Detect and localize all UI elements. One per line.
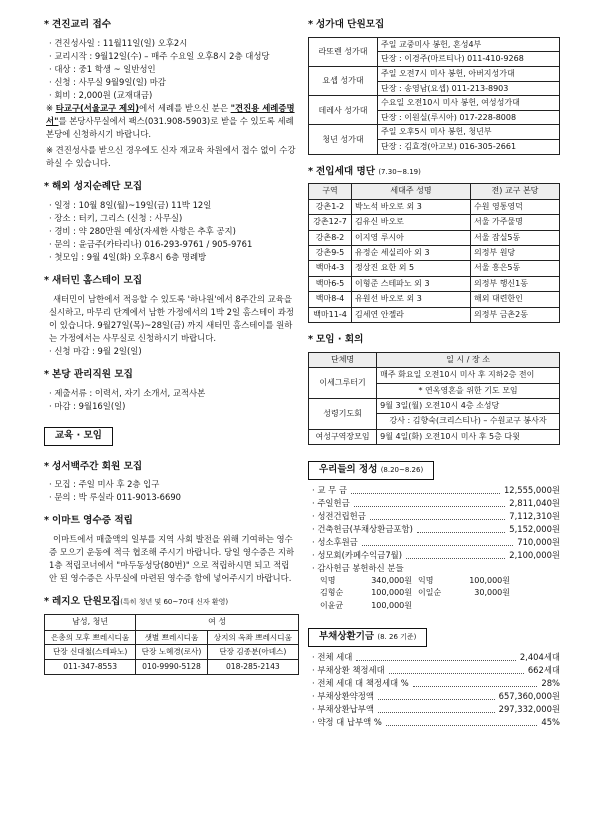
section-confirmation <box>44 18 299 170</box>
paragraph: 새터민이 남한에서 적응할 수 있도록 '하나원'에서 8주간의 교육을 실시하고, 마무리 단계에서 남한 가정에서의 1박 2일 홈스테이 과정이 있습니다. 9월27일(목)~28일(금) 까지 새터민 홈스테이를 원하는 가정에서는 사무실로 신청하시기 바랍니다. <box>49 293 294 343</box>
table-cell: 이세그루터기 <box>309 368 377 399</box>
table-row <box>309 230 560 245</box>
table-header-row <box>45 615 299 630</box>
info-line: · 문의 : 박 루실라 011-9013-6690 <box>49 492 181 503</box>
table-row <box>309 399 560 414</box>
section-debt <box>308 618 560 729</box>
list-item <box>312 536 560 549</box>
table-row <box>309 67 560 82</box>
paragraph: 이마트에서 매출액의 일부를 지역 사회 발전을 위해 기여하는 영수증 모으기 운동에 적극 협조해 주시기 바랍니다. 당일 영수증은 지하1층 적립코너에서 "마두동성당(80번)" 으로 적립하시면 되고 적립 안 된 영수증은 사무실에 마련된 영수증 함에 넣어주시기 바랍니다. <box>49 534 295 584</box>
table-cell: 상지의 옥좌 쁘레시디움 <box>207 630 298 645</box>
value-text: 30,000원 <box>474 588 510 598</box>
table-row <box>309 307 560 322</box>
donor-grid <box>320 575 560 612</box>
table-cell: 단장 신대철(스테파노) <box>45 645 136 660</box>
star-icon: * <box>44 19 50 30</box>
table-row <box>309 261 560 276</box>
value-text: 12,555,000원 <box>503 484 560 495</box>
info-line: · 문의 : 윤금주(카타리나) 016-293-9761 / 905-9761 <box>49 238 253 249</box>
dotted-leader <box>417 523 505 533</box>
table-cell: 단장 : 이경주(마르티나) 011-410-9268 <box>378 52 560 67</box>
list-item <box>312 549 560 562</box>
table-cell: 백마8-4 <box>309 292 352 307</box>
dotted-leader <box>386 716 538 726</box>
info-line: · 견진성사일 : 11월11일(일) 오후2시 <box>49 37 188 48</box>
header-cell: 단체명 <box>309 352 377 367</box>
choir-name: 요셉 성가대 <box>309 67 378 96</box>
table-cell: 018-285-2143 <box>207 660 298 675</box>
info-line: · 신청 마감 : 9월 2일(일) <box>49 345 142 356</box>
star-icon: * <box>44 181 50 193</box>
table-cell: 단장 : 이원실(루시아) 017-228-8008 <box>378 110 560 125</box>
list-item <box>312 716 560 729</box>
value-text: · 감사헌금 봉헌하신 분들 <box>312 563 404 573</box>
section-title: * 새터민 홈스테이 모집 <box>44 274 143 286</box>
value-text: · 건축헌금(부채상환금포함) <box>312 523 413 534</box>
section-title: * 성가대 단원모집 <box>308 19 385 30</box>
table-cell: 의정부 행신1동 <box>470 276 559 291</box>
value-text: 익명 <box>320 576 336 586</box>
value-text: · 성소후원금 <box>312 536 358 547</box>
info-line: · 일정 : 10월 8일(월)~19일(금) 11박 12일 <box>49 199 212 210</box>
value-text: 45% <box>541 716 560 727</box>
table-row <box>309 125 560 140</box>
value-text: · 성모회(카페수익금7월) <box>312 549 402 560</box>
list-item <box>312 664 560 677</box>
table-cell: 매주 화요일 오전10시 미사 후 지하2층 전이 <box>377 368 560 383</box>
table-cell: 은총의 모후 쁘레시디움 <box>45 630 136 645</box>
table-row <box>309 276 560 291</box>
dotted-leader <box>354 497 506 507</box>
list-item <box>312 497 560 510</box>
value-text: · 부채상환약정액 <box>312 690 374 701</box>
value-text: 340,000원 <box>371 576 412 586</box>
info-line: · 제출서류 : 이력서, 자기 소개서, 교적사본 <box>49 387 206 398</box>
choir-table <box>308 37 560 155</box>
education-heading-box: 교육 · 모임 <box>44 427 113 446</box>
value-text: · 성전건립헌금 <box>312 510 366 521</box>
star-icon: * <box>44 596 50 608</box>
value-text <box>462 600 510 612</box>
table-row <box>309 368 560 383</box>
table-cell: 9월 3일(월) 오전10시 4층 소성당 <box>377 399 560 414</box>
table-cell: 의정부 원당 <box>470 246 559 261</box>
table-header-row <box>309 184 560 199</box>
header-cell: 남성, 청년 <box>45 615 136 630</box>
table-cell: 서울 흥은5동 <box>470 261 559 276</box>
list-item <box>312 690 560 703</box>
table-cell: 해외 대련한인 <box>470 292 559 307</box>
value-text: · 주일헌금 <box>312 497 350 508</box>
dotted-leader <box>406 549 505 559</box>
info-line: · 신청 : 사무실 9월9일(일) 마감 <box>49 76 166 87</box>
table-row <box>309 215 560 230</box>
section-new-members <box>308 165 560 323</box>
table-cell: 유정순 세실리아 외 3 <box>352 246 471 261</box>
table-row <box>309 96 560 111</box>
table-cell: 의정부 금촌2동 <box>470 307 559 322</box>
value-text: 662세대 <box>527 664 560 675</box>
value-text: 100,000원 <box>371 600 412 610</box>
value-text: 100,000원 <box>371 588 412 598</box>
table-cell: 주일 오후5시 미사 봉헌, 청년부 <box>378 125 560 140</box>
value-text <box>412 600 462 612</box>
choir-name: 라또렌 성가대 <box>309 37 378 66</box>
table-cell: 강촌8-2 <box>309 230 352 245</box>
table-cell: 주일 오전7시 미사 봉헌, 아버지성가대 <box>378 67 560 82</box>
meetings-table <box>308 352 560 445</box>
table-cell: 단장 김종분(아녜스) <box>207 645 298 660</box>
section-legio <box>44 595 299 675</box>
table-cell: 김세연 안젤라 <box>352 307 471 322</box>
value-text: 익명 <box>418 576 434 586</box>
heading-text: 부채상환기금 <box>319 631 375 643</box>
info-line: · 첫모임 : 9월 4일(화) 오후8시 6층 명례방 <box>49 251 207 262</box>
table-cell: 강촌9-5 <box>309 246 352 261</box>
header-cell: 구역 <box>309 184 352 199</box>
debt-heading-box <box>308 628 427 647</box>
section-title: * 전입세대 명단 (7.30~8.19) <box>308 165 421 177</box>
value-text: · 부채상환 책정세대 <box>312 664 385 675</box>
notice-text: ※ 견진성사를 받으신 경우에도 신자 재교육 차원에서 접수 없이 수강하실 수 있습니다. <box>46 144 296 168</box>
section-homestay <box>44 274 299 358</box>
value-text: · 부채상환납부액 <box>312 703 374 714</box>
section-title: * 본당 관리직원 모집 <box>44 368 133 380</box>
table-cell: 백마6-5 <box>309 276 352 291</box>
table-cell: * 연옥영혼을 위한 기도 모임 <box>377 383 560 398</box>
table-cell: 9월 4일(화) 오전10시 미사 후 5층 다윗 <box>377 429 560 444</box>
table-row <box>309 199 560 214</box>
table-cell: 백마11-4 <box>309 307 352 322</box>
table-row <box>45 660 299 675</box>
info-line: · 회비 : 2,000원 (교재대금) <box>49 89 153 100</box>
table-cell: 단장 : 송영남(요셉) 011-213-8903 <box>378 81 560 96</box>
left-column <box>44 18 299 675</box>
header-cell: 여 성 <box>136 615 299 630</box>
value-text: · 약정 대 납부액 % <box>312 716 382 727</box>
table-cell: 010-9990-5128 <box>136 660 207 675</box>
table-cell: 정상진 요한 외 5 <box>352 261 471 276</box>
dotted-leader <box>362 536 513 546</box>
table-cell: 강사 : 김향숙(크리스티나) – 수원교구 봉사자 <box>377 414 560 429</box>
dotted-leader <box>389 664 524 674</box>
value-text: 657,360,000원 <box>498 690 560 701</box>
list-item <box>312 484 560 497</box>
list-item <box>312 651 560 664</box>
value-text: 5,152,000원 <box>509 523 560 534</box>
members-table <box>308 183 560 323</box>
info-line: · 모집 : 주일 미사 후 2층 입구 <box>49 479 160 490</box>
table-cell: 주일 교중미사 봉헌, 혼성4부 <box>378 37 560 52</box>
choir-name: 데레사 성가대 <box>309 96 378 125</box>
star-icon: * <box>44 368 50 380</box>
value-text: 297,332,000원 <box>498 703 560 714</box>
star-icon: * <box>308 333 314 345</box>
table-cell: 서울 잠실5동 <box>470 230 559 245</box>
heading-text: (8.20~8.26) <box>380 466 424 475</box>
table-cell: 이지영 루시아 <box>352 230 471 245</box>
table-cell: 강촌1-2 <box>309 199 352 214</box>
table-cell: 단장 : 김효경(아고보) 016-305-2661 <box>378 140 560 155</box>
table-cell: 이형준 스테파노 외 3 <box>352 276 471 291</box>
info-line: · 경비 : 약 280만원 예상(자세한 사항은 추후 공지) <box>49 225 236 236</box>
table-row <box>45 630 299 645</box>
table-cell: 강촌12-7 <box>309 215 352 230</box>
section-title: * 레지오 단원모집(특히 청년 및 60~70대 신자 환영) <box>44 596 229 608</box>
dotted-leader <box>356 651 515 661</box>
notice-text: ※ 타교구(서울교구 제외)에서 세례를 받으신 분은 "견진용 세례증명서"를 본당사무실에서 팩스(031.908-5903)로 받을 수 있도록 세례본당에 신청하시기 바랍니다. <box>46 102 295 139</box>
choir-name: 청년 성가대 <box>309 125 378 154</box>
star-icon: * <box>44 460 50 472</box>
value-text: 2,404세대 <box>519 651 560 662</box>
table-cell: 김유신 바오로 <box>352 215 471 230</box>
offerings-heading-box <box>308 461 434 480</box>
value-text: 2,811,040원 <box>509 497 560 508</box>
table-cell: 수원 영통영덕 <box>470 199 559 214</box>
table-row <box>309 246 560 261</box>
section-title: * 견진교리 접수 <box>44 19 111 30</box>
section-title: * 해외 성지순례단 모집 <box>44 181 143 193</box>
table-header-row <box>309 352 560 367</box>
table-cell: 단장 노혜경(로사) <box>136 645 207 660</box>
section-staff <box>44 368 299 413</box>
value-text: 710,000원 <box>517 536 560 547</box>
header-cell: 일 시 / 장 소 <box>377 352 560 367</box>
table-cell: 수요일 오전10시 미사 봉헌, 여성성가대 <box>378 96 560 111</box>
table-cell: 유원선 바오로 외 3 <box>352 292 471 307</box>
debt-list <box>308 651 560 729</box>
table-row <box>45 645 299 660</box>
offerings-list <box>308 484 560 575</box>
list-item <box>312 510 560 523</box>
dotted-leader <box>413 677 538 687</box>
table-cell: 011-347-8553 <box>45 660 136 675</box>
list-item <box>312 677 560 690</box>
table-row <box>309 37 560 52</box>
value-text: · 전체 세대 대 책정세대 % <box>312 677 409 688</box>
header-cell: 전) 교구 본당 <box>470 184 559 199</box>
table-row <box>309 292 560 307</box>
list-item <box>312 562 560 575</box>
heading-text: (8. 26 기준) <box>377 633 417 642</box>
table-cell: 박노석 바오로 외 3 <box>352 199 471 214</box>
section-title: * 모임 · 회의 <box>308 333 364 345</box>
section-offerings <box>308 451 560 612</box>
list-item <box>312 703 560 716</box>
star-icon: * <box>44 274 50 286</box>
right-column <box>308 18 560 729</box>
value-text: · 교 무 금 <box>312 484 347 495</box>
info-line: · 장소 : 터키, 그리스 (신청 : 사무실) <box>49 212 183 223</box>
section-meetings <box>308 333 560 445</box>
star-icon: * <box>308 165 314 177</box>
list-item <box>312 523 560 536</box>
star-icon: * <box>308 19 314 30</box>
value-text: 이일순 <box>418 588 442 598</box>
info-line: · 마감 : 9월16일(일) <box>49 400 126 411</box>
value-text: 100,000원 <box>469 576 510 586</box>
dotted-leader <box>378 703 495 713</box>
value-text: · 전체 세대 <box>312 651 353 662</box>
section-title: * 이마트 영수증 적립 <box>44 515 133 527</box>
header-cell: 세대주 성명 <box>352 184 471 199</box>
table-cell: 서울 가주물명 <box>470 215 559 230</box>
section-choir <box>308 18 560 155</box>
info-line: · 교리시작 : 9월12일(수) – 매주 수요일 오후8시 2층 대성당 <box>49 50 270 61</box>
dotted-leader <box>370 510 505 520</box>
table-cell: 성령기도회 <box>309 399 377 430</box>
value-text: 2,100,000원 <box>509 549 560 560</box>
section-bible <box>44 460 299 505</box>
dotted-leader <box>378 690 495 700</box>
heading-text: 우리들의 정성 <box>319 464 378 476</box>
info-line: · 대상 : 중1 학생 ~ 일반성인 <box>49 63 156 74</box>
table-row <box>309 429 560 444</box>
value-text: 김형순 <box>320 588 344 598</box>
table-cell: 샛별 쁘레시디움 <box>136 630 207 645</box>
star-icon: * <box>44 515 50 527</box>
value-text: 7,112,310원 <box>509 510 560 521</box>
table-cell: 백마4-3 <box>309 261 352 276</box>
value-text: 28% <box>541 677 560 688</box>
section-pilgrimage <box>44 180 299 264</box>
dotted-leader <box>351 484 500 494</box>
table-cell: 여성구역장모임 <box>309 429 377 444</box>
value-text: 이윤균 <box>320 600 344 610</box>
section-title: * 성서백주간 회원 모집 <box>44 460 143 472</box>
legio-table <box>44 614 299 675</box>
section-receipts <box>44 514 299 585</box>
